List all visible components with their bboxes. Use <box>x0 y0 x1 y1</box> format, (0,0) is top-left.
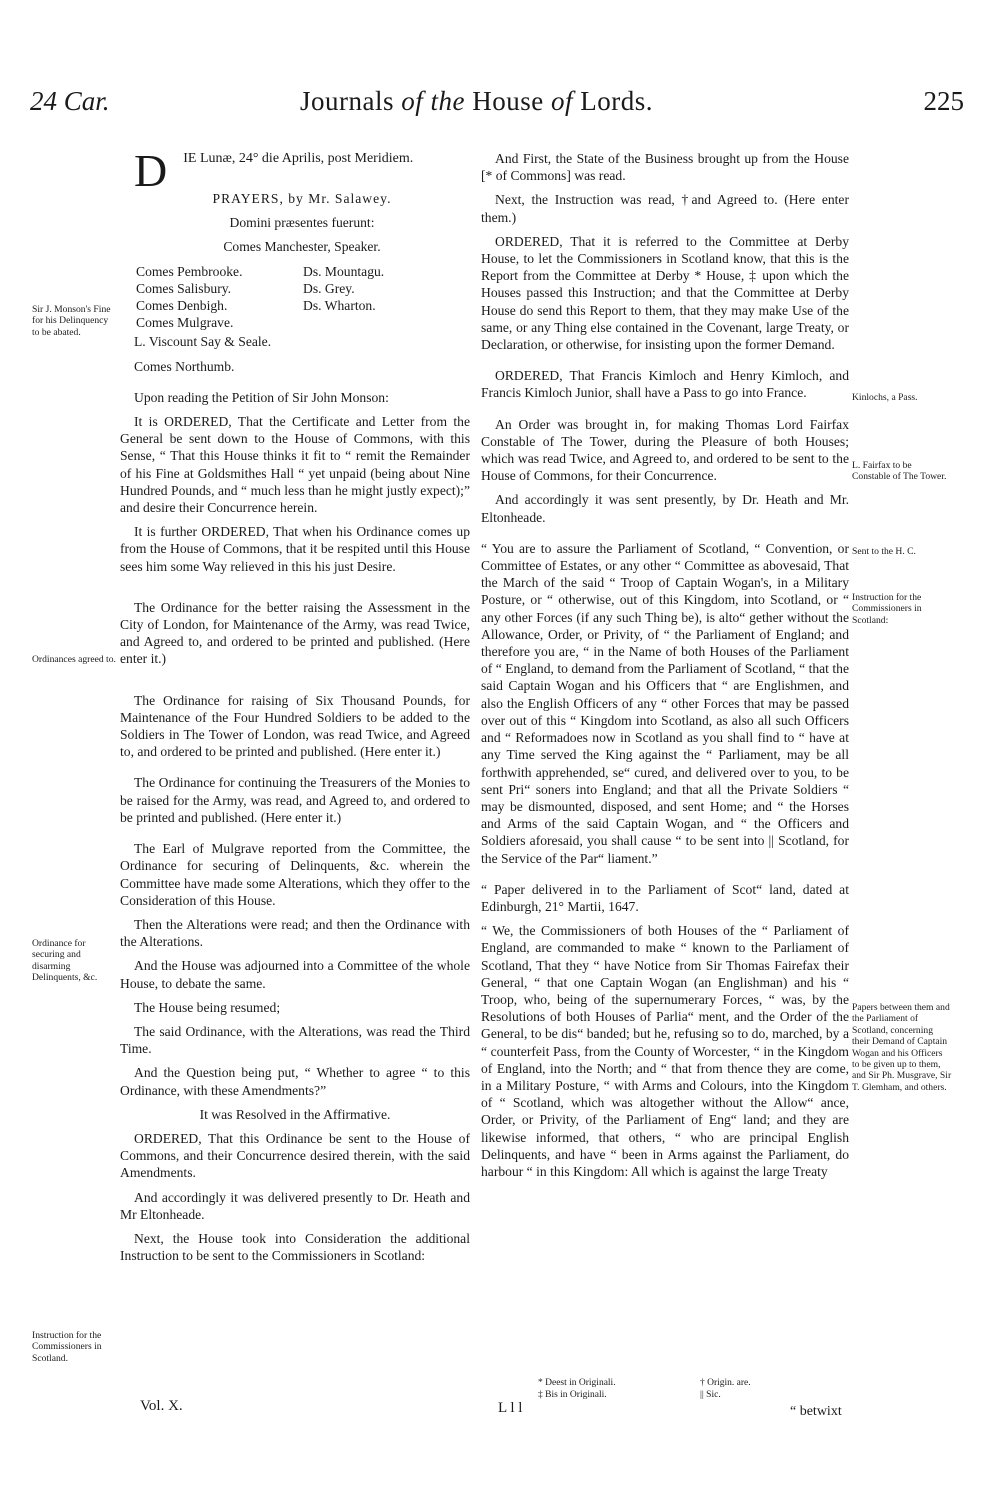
catchword: “ betwixt <box>790 1404 842 1419</box>
left-column <box>120 145 470 1271</box>
present-line: Domini præsentes fuerunt: <box>229 215 375 231</box>
lord-name: Comes Salisbury. <box>136 280 232 296</box>
prayers-line: PRAYERS, by Mr. Salawey. <box>212 191 392 206</box>
lords-column-b <box>303 263 470 332</box>
lord-name: Ds. Grey. <box>303 280 355 296</box>
paragraph: ORDERED, That it is referred to the Committee at Derby House, to let the Commissioners in Scotland know, that this is the Report from the Committee at Derby * House, ‡ upon which the Houses passed this Instruction; and that the Committee at Derby House do send this Report to them, that they may make Use of the same, or any Thing else contained in the Covenant, large Treaty, or Declaration, or otherwise, for insisting upon the former Demand. <box>481 233 849 353</box>
footnote: ‡ Bis in Originali. <box>538 1390 607 1400</box>
paragraph: And the Question being put, “ Whether to agree “ to this Ordinance, with these Amendments?” <box>120 1065 470 1098</box>
lord-name: L. Viscount Say & Seale. <box>134 334 272 350</box>
paragraph: ORDERED, That this Ordinance be sent to the House of Commons, and their Concurrence desired therein, with the said Amendments. <box>120 1130 470 1181</box>
paragraph: The Ordinance for continuing the Treasurers of the Monies to be raised for the Army, was read, and Agreed to, and ordered to be printed and published. (Here enter it.) <box>120 775 470 825</box>
footnote: || Sic. <box>700 1390 721 1400</box>
drop-cap: D <box>134 145 168 196</box>
title-part: Lords. <box>573 86 654 116</box>
paragraph: An Order was brought in, for making Thomas Lord Fairfax Constable of The Tower, during the Pleasure of both Houses; which was read Twice, and Agreed to, and ordered to be sent to the House of Commons, for their Concurrence. <box>481 416 849 484</box>
quoted-paper: “ We, the Commissioners of both Houses of the “ Parliament of England, are commanded to make “ known to the Parliament of Scotland, That they “ have Notice from Sir Thomas Fairefax their General, “ that one Captain Wogan (an Englishman) and his “ Troop, who, being of the supernumerary Forces, “ was, by the Resolutions of both Houses of Parlia“ ment, and the Order of the General, to be dis“ banded; but he, refusing so to do, marched, by a “ counterfeit Pass, from the County of Worcester, “ in the Kingdom of England, into the North; and “ that from thence they are come, in a Military Posture, “ with Arms and Colours, into the Kingdom of “ Scotland, which was altogether without the Allow“ ance, Order, or Privity, of the Parliament of Eng“ land; and they are likewise informed, that others, “ who are principal English Delinquents, and have “ been in Arms against the Parliament, do harbour “ in this Kingdom: All which is against the large Treaty <box>481 923 849 1179</box>
margin-note-securing: Ordinance for securing and disarming Delinquents, &c. <box>32 938 98 984</box>
footnote: * Deest in Originali. <box>538 1378 616 1388</box>
margin-note-kinlochs: Kinlochs, a Pass. <box>852 392 918 403</box>
paragraph: ORDERED, That Francis Kimloch and Henry Kimloch, and Francis Kimloch Junior, shall have a Pass to go into France. <box>481 368 849 401</box>
margin-note-fairfax: L. Fairfax to be Constable of The Tower. <box>852 460 947 483</box>
paragraph: It was Resolved in the Affirmative. <box>199 1106 391 1122</box>
paper-heading: “ Paper delivered in to the Parliament of Scot“ land, dated at Edinburgh, 21° Martii, 1647. <box>481 881 849 914</box>
margin-note-sent: Sent to the H. C. <box>852 546 916 557</box>
paragraph: It is ORDERED, That the Certificate and Letter from the General be sent down to the House of Commons, with this Sense, “ That this House thinks it fit to “ remit the Remainder of his Fine at Goldsmithes Hall “ yet unpaid (being about Nine Hundred Pounds, and “ much less than he might justly expect);” and desire their Concurrence herein. <box>120 414 470 516</box>
volume-mark: Vol. X. <box>140 1398 183 1414</box>
footnote: † Origin. are. <box>700 1378 751 1388</box>
paragraph: It is further ORDERED, That when his Ordinance comes up from the House of Commons, that it be respited until this House sees him some Way relieved in this his just Desire. <box>120 524 470 574</box>
speaker-line: Comes Manchester, Speaker. <box>223 239 381 255</box>
margin-note-instruction: Instruction for the Commissioners in Scotland. <box>32 1330 102 1364</box>
paragraph: And accordingly it was delivered presently to Dr. Heath and Mr Eltonheade. <box>120 1189 470 1222</box>
paragraph: Then the Alterations were read; and then the Ordinance with the Alterations. <box>120 916 470 950</box>
margin-note-ordinances: Ordinances agreed to. <box>32 654 116 665</box>
running-head-title <box>300 86 653 116</box>
paragraph: And First, the State of the Business brought up from the House [* of Commons] was read. <box>481 151 849 184</box>
paragraph: Next, the House took into Consideration the additional Instruction to be sent to the Commissioners in Scotland: <box>120 1230 470 1264</box>
lords-column-a <box>136 263 303 332</box>
date-line <box>120 145 470 196</box>
title-part: the <box>430 86 466 116</box>
paragraph: The said Ordinance, with the Alterations, was read the Third Time. <box>120 1023 470 1057</box>
paragraph: The Ordinance for the better raising the Assessment in the City of London, for Maintenance of the Army, was read Twice, and Agreed to, and ordered to be printed and published. (Here enter it.) <box>120 599 470 667</box>
lord-name: Comes Denbigh. <box>136 298 228 314</box>
quoted-instruction: “ You are to assure the Parliament of Scotland, “ Convention, or Committee of Estates, or any other “ Committee as abovesaid, That the March of the said “ Troop of Captain Wogan's, in a Military Posture, or “ otherwise, out of this Kingdom, into Scotland, or “ any other Forces (if any such Thing be), is alto“ gether without the Allowance, Order, or Privity, of “ the Parliament of England; and therefore you are, “ in the Name of both Houses of the Parliament of “ England, to demand from the Parliament of Scotland, “ that the said Captain Wogan and his Officers that “ are Englishmen, and also the English Officers of any “ other Forces that may be passed over out of this “ Kingdom into Scotland, as also all such Officers and “ Reformadoes now in Scotland as you shall find to “ have at any Time served the King against the “ Parliament, may be all forthwith apprehended, se“ cured, and delivered over to you, to be sent Pri“ soners into England; and that all the Private Soldiers “ may be dismounted, disposed, and sent Home; and “ the Horses and Arms of the said Captain Wogan, and “ the Officers and Soldiers aforesaid, you shall cause “ to be sent into || Scotland, for the Service of the Par“ liament.” <box>481 540 849 866</box>
running-head-left: 24 Car. <box>30 86 110 116</box>
right-column <box>481 150 849 1187</box>
margin-note-instruction: Instruction for the Commissioners in Scotland: <box>852 592 922 626</box>
margin-note-monson: Sir J. Monson's Fine for his Delinquency to be abated. <box>32 304 111 338</box>
paragraph: And accordingly it was sent presently, by Dr. Heath and Mr. Eltonheade. <box>481 492 849 525</box>
lord-name: Comes Pembrooke. <box>136 263 243 279</box>
lord-name: Comes Northumb. <box>134 358 235 374</box>
lord-name: Ds. Mountagu. <box>303 263 385 279</box>
lord-name: Comes Mulgrave. <box>136 315 234 331</box>
paragraph: The House being resumed; <box>134 999 281 1015</box>
title-part: of <box>394 86 431 116</box>
paragraph: And the House was adjourned into a Committee of the whole House, to debate the same. <box>120 958 470 991</box>
title-part: House <box>465 86 552 116</box>
page-number: 225 <box>923 86 964 116</box>
paragraph: The Ordinance for raising of Six Thousand Pounds, for Maintenance of the Four Hundred Soldiers to be added to the Soldiers in The Tower of London, was read Twice, and Agreed to, and ordered to be printed and published. (Here enter it.) <box>120 692 470 760</box>
paragraph: Upon reading the Petition of Sir John Monson: <box>134 389 389 405</box>
lord-name: Ds. Wharton. <box>303 298 376 314</box>
paragraph: Next, the Instruction was read, †and Agreed to. (Here enter them.) <box>481 192 849 225</box>
signature-mark: L l l <box>498 1400 523 1416</box>
margin-note-papers: Papers between them and the Parliament of Scotland, concerning their Demand of Captain Wogan and his Officers to be given up to them, and Sir Ph. Musgrave, Sir T. Glemham, and others. <box>852 1002 952 1093</box>
paragraph: The Earl of Mulgrave reported from the Committee, the Ordinance for securing of Delinquents, &c. wherein the Committee have made some Alterations, which they offer to the Consideration of this House. <box>120 841 470 908</box>
title-part: of <box>551 86 574 116</box>
lords-present <box>136 263 470 332</box>
title-part: Journals <box>300 86 394 116</box>
date-text: IE Lunæ, 24° die Aprilis, post Meridiem. <box>183 151 414 166</box>
